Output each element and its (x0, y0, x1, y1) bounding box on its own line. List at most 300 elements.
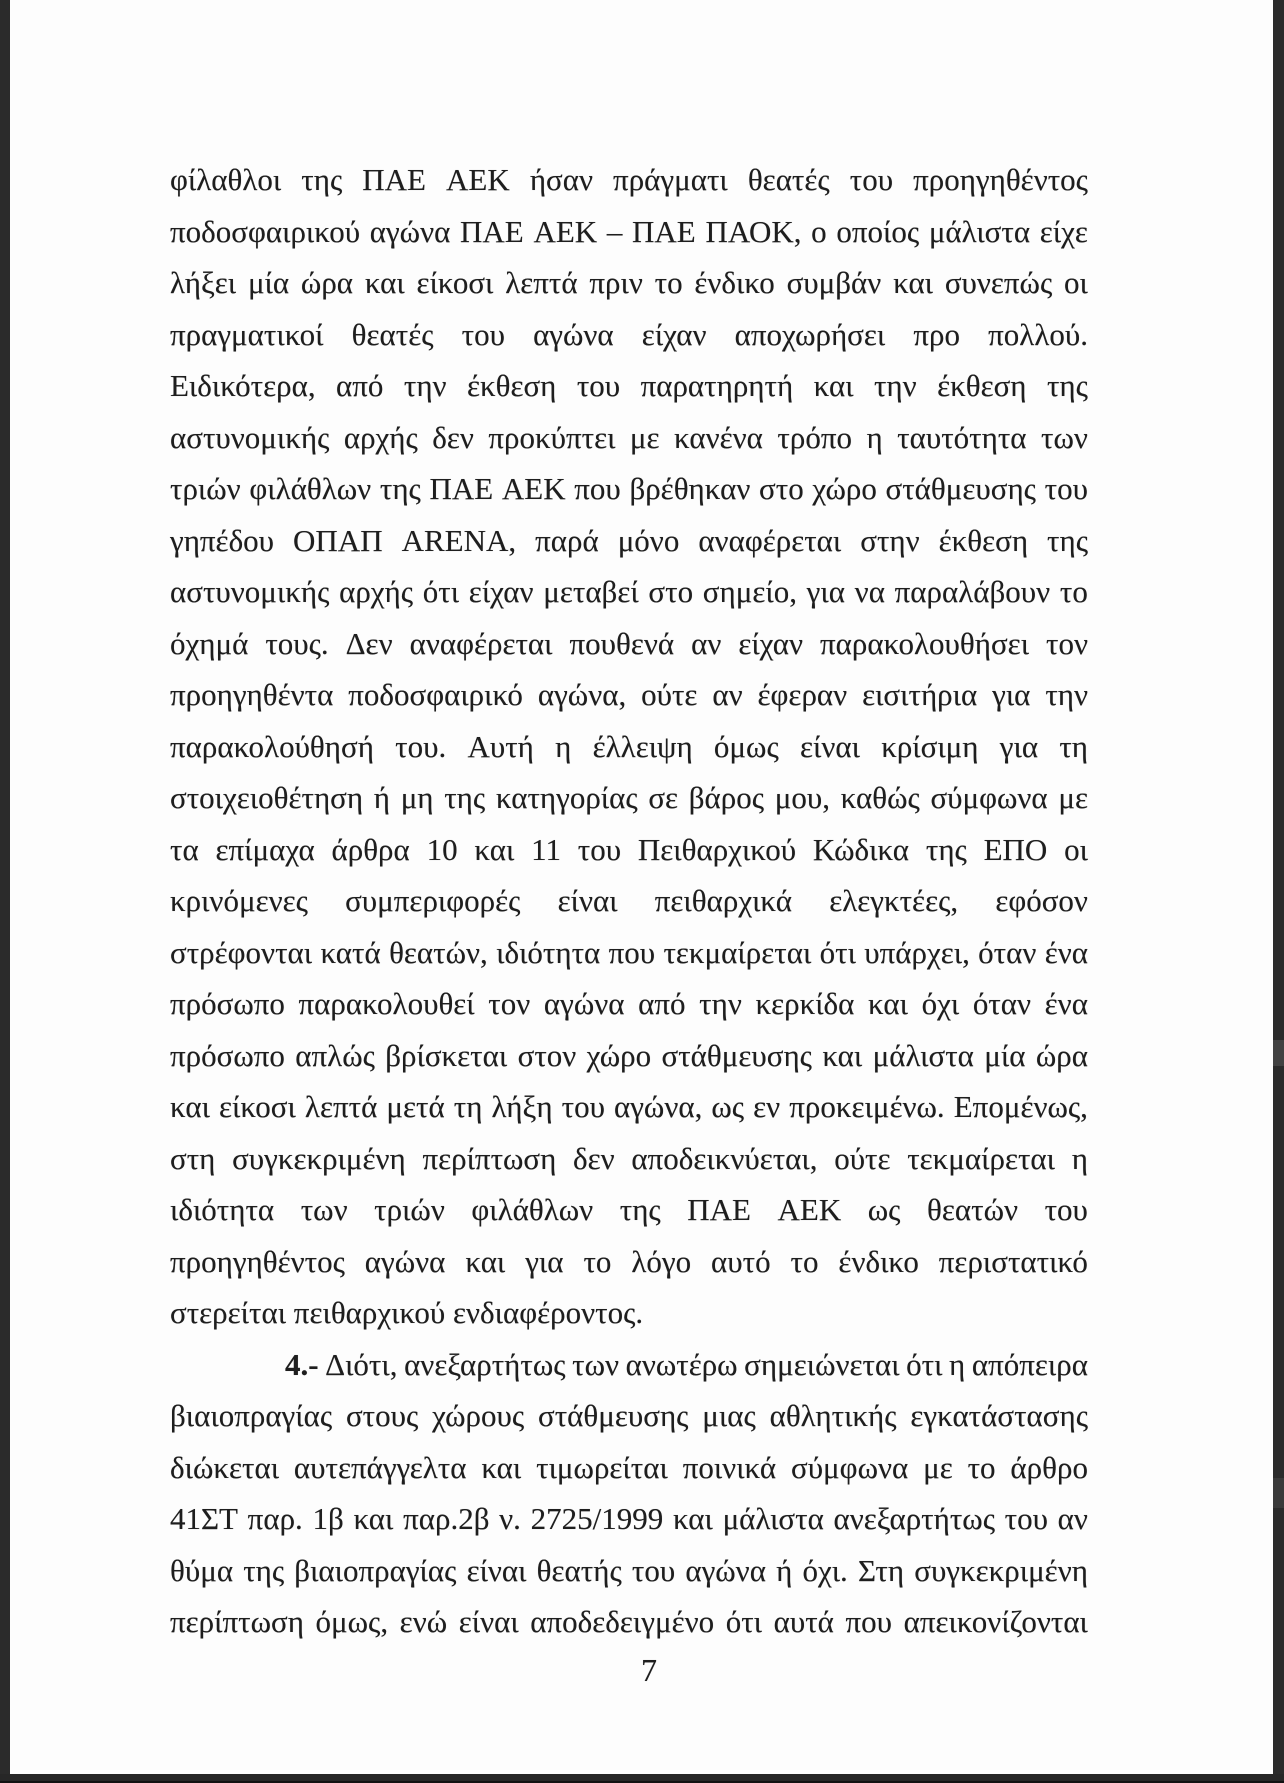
word: περίπτωση (170, 1604, 304, 1639)
word: φιλάθλων (249, 471, 372, 506)
word: ένα (1044, 934, 1088, 970)
text-line (170, 309, 1088, 361)
word: τη (1059, 728, 1088, 764)
word: αναφέρεται (409, 625, 553, 661)
word: χώρους (432, 1398, 525, 1433)
word: αποδεικνύεται, (631, 1140, 818, 1176)
word: του (1044, 471, 1088, 506)
word: μάλιστα (872, 1037, 974, 1073)
word: αρχής (339, 574, 414, 609)
word: κρίσιμη (881, 728, 979, 764)
word: στην (860, 522, 920, 558)
word: αγώνα (685, 1552, 766, 1588)
scan-edge-notch (1273, 1040, 1284, 1066)
word: προηγηθέντος (913, 162, 1088, 197)
word: στρέφονται (170, 934, 313, 970)
word: δεν (432, 419, 474, 455)
text-line (170, 360, 1088, 412)
word: αποδεδειγμένο (530, 1604, 715, 1639)
text-line (170, 772, 1088, 824)
word: περιστατικό (938, 1243, 1088, 1279)
word: ΠΑΕ (687, 1192, 751, 1227)
word: να (854, 574, 885, 609)
word: για (999, 728, 1039, 764)
word: αγώνα (369, 213, 451, 249)
word: φίλαθλοι (170, 162, 282, 197)
word: αν (691, 625, 722, 661)
word: ΕΠΟ (983, 831, 1048, 867)
word: και (170, 1089, 210, 1124)
word: θεατών (927, 1192, 1019, 1227)
word: – (606, 213, 623, 249)
word: και (481, 1449, 522, 1485)
word: προκύπτει (488, 419, 616, 455)
legal-text-lines (170, 154, 1088, 1648)
word: από (336, 368, 384, 403)
word: εγκατάστασης (910, 1398, 1088, 1433)
text-line (170, 257, 1088, 309)
word: αγώνα, (613, 1089, 703, 1124)
word: οποίος (836, 213, 920, 249)
text-line (170, 1236, 1088, 1288)
text-line (170, 1133, 1088, 1185)
word: χώρο (812, 471, 877, 506)
word: της (243, 1552, 285, 1588)
word: όμως, (315, 1604, 389, 1639)
word: Κώδικα (812, 831, 910, 867)
word: 1β (312, 1501, 344, 1536)
word: όμως (713, 728, 779, 764)
word: σε (648, 780, 679, 815)
word: πράγματι (613, 162, 728, 197)
word: παρ. (247, 1501, 303, 1536)
text-line (170, 1030, 1088, 1082)
word: είναι (466, 1552, 527, 1588)
word: η (555, 728, 572, 764)
word: κανένα (674, 419, 763, 455)
word: συνεπώς (944, 265, 1053, 300)
word: την (873, 368, 917, 403)
word: Αυτή (467, 728, 534, 764)
word: αστυνομικής (170, 419, 330, 455)
word: ότι (906, 1346, 943, 1382)
word: με (629, 419, 660, 455)
word: ότι (725, 1604, 763, 1639)
word: αστυνομικής (170, 574, 330, 609)
word: μάλιστα (722, 1501, 824, 1536)
word: μεταβεί (543, 574, 639, 609)
word: έκθεση (466, 368, 557, 403)
word: αγώνα (543, 986, 625, 1021)
word: ΠΑΟΚ, (705, 213, 802, 249)
text-line (170, 1339, 1088, 1391)
word: απόπειρα (971, 1346, 1088, 1382)
word: η (866, 419, 883, 455)
word: οι (1064, 831, 1088, 867)
word: ανεξαρτήτως (404, 1346, 566, 1382)
word: Διότι, (325, 1346, 398, 1382)
word: άρθρα (331, 831, 410, 867)
word: στερείται πειθαρχικού ενδιαφέροντος. (170, 1295, 644, 1330)
word: του (561, 1089, 605, 1124)
word: του (576, 368, 621, 403)
word: ΑΕΚ (777, 1192, 842, 1227)
word: και (353, 1501, 394, 1536)
word: των (1040, 419, 1088, 455)
word: βιαιοπραγίας (294, 1552, 457, 1588)
word: μιας (702, 1398, 756, 1433)
word: μου, (774, 780, 830, 815)
word: αγώνα (533, 316, 614, 352)
word: ενώ (399, 1604, 448, 1639)
word: και (474, 831, 515, 867)
word: στάθμευσης (537, 1398, 689, 1433)
word: ποδοσφαιρικού (170, 213, 361, 249)
word: μετά (386, 1089, 445, 1124)
word: περίπτωση (422, 1140, 557, 1176)
word: τριών (170, 471, 241, 506)
word: εφόσον (995, 883, 1088, 918)
word: καθώς (840, 780, 920, 815)
word: σύμφωνα (930, 780, 1048, 815)
text-line (170, 566, 1088, 618)
word: αθλητικής (769, 1398, 897, 1433)
word: όχι (921, 986, 960, 1021)
word: από (638, 986, 686, 1021)
word: και (813, 368, 854, 403)
word: το (583, 1243, 612, 1279)
word: παρατηρητή (640, 368, 794, 403)
word: όταν (978, 934, 1037, 970)
word: είκοσι (416, 265, 494, 300)
word: είχαν (468, 574, 534, 609)
word: με (1058, 780, 1088, 815)
text-line (170, 1081, 1088, 1133)
word: αναφέρεται (698, 522, 842, 558)
word: τη (453, 1089, 483, 1124)
word: ν. (499, 1501, 521, 1536)
word: ARENA, (401, 522, 517, 558)
word: και (822, 1037, 863, 1073)
word: έλλειψη (592, 728, 693, 764)
text-line (170, 927, 1088, 979)
word: για (992, 677, 1031, 712)
word: της (619, 1192, 661, 1227)
word: ανωτέρω (625, 1346, 738, 1382)
word: έφεραν (757, 677, 848, 712)
word: χώρο (586, 1037, 652, 1073)
word: για (806, 574, 845, 609)
word: του (631, 1552, 676, 1588)
word: ιδιότητα (496, 934, 601, 970)
word: σημείο, (702, 574, 797, 609)
word: η (1071, 1140, 1088, 1176)
text-line (170, 1184, 1088, 1236)
word: Στη (857, 1552, 905, 1588)
word: 11 (531, 831, 561, 867)
word: ΑΕΚ (501, 471, 566, 506)
word: τιμωρείται (536, 1449, 668, 1485)
text-line (170, 978, 1088, 1030)
text-line (170, 721, 1088, 773)
word: αν (712, 677, 743, 712)
word: των (300, 1192, 348, 1227)
word: της (1046, 368, 1088, 403)
legal-text-body (170, 154, 1088, 1648)
word: Πειθαρχικού (637, 831, 797, 867)
word: συγκεκριμένη (914, 1552, 1088, 1588)
word: ή (373, 780, 390, 815)
word: κερκίδα (755, 986, 855, 1021)
word: λήξει (170, 265, 237, 300)
word: στο (759, 471, 804, 506)
word: τα (170, 831, 199, 867)
text-line (170, 669, 1088, 721)
word: του (1004, 1501, 1048, 1536)
word: οι (1064, 265, 1088, 300)
word: προ (913, 316, 961, 352)
word: που (608, 934, 656, 970)
word: ΟΠΑΠ (293, 522, 383, 558)
word: τον (488, 986, 531, 1021)
text-line (170, 412, 1088, 464)
word: πουθενά (569, 625, 675, 661)
word: σημειώνεται (744, 1346, 900, 1382)
text-line (170, 515, 1088, 567)
text-line (170, 824, 1088, 876)
word: του (1044, 1192, 1088, 1227)
word: προκειμένω. (789, 1089, 945, 1124)
word: 4.- (285, 1346, 319, 1382)
word: βιαιοπραγίας (170, 1398, 333, 1433)
word: παρακολουθήσει (819, 625, 1030, 661)
word: υπάρχει, (864, 934, 970, 970)
word: όχημά (170, 625, 249, 661)
word: ένδικο (838, 1243, 919, 1279)
text-line (170, 463, 1088, 515)
word: ήσαν (529, 162, 593, 197)
word: ώρα (300, 265, 354, 300)
word: γηπέδου (170, 522, 275, 558)
word: και (672, 1501, 713, 1536)
word: τριών (374, 1192, 445, 1227)
word: διώκεται (170, 1449, 280, 1485)
word: θεατής (536, 1552, 622, 1588)
word: πολλού. (988, 316, 1088, 352)
word: παρακολουθεί (298, 986, 475, 1021)
text-line (170, 1442, 1088, 1494)
word: ΑΕΚ (533, 213, 598, 249)
word: την (1045, 677, 1088, 712)
word: ούτε (641, 677, 698, 712)
word: όταν (972, 986, 1032, 1021)
word: 2725/1999 (530, 1501, 664, 1536)
word: για (525, 1243, 564, 1279)
word: συμπεριφορές (345, 883, 521, 918)
word: Επομένως, (953, 1089, 1088, 1124)
word: τεκμαίρεται (907, 1140, 1056, 1176)
word: της (1047, 522, 1088, 558)
word: ένα (1044, 986, 1088, 1021)
word: προηγηθέντος (170, 1243, 345, 1279)
word: το (790, 1243, 819, 1279)
word: αυτό (711, 1243, 771, 1279)
word: 41ΣΤ (170, 1501, 238, 1536)
text-line (170, 1545, 1088, 1597)
word: στο (648, 574, 694, 609)
word: στάθμευσης (885, 471, 1036, 506)
word: είχαν (738, 625, 804, 661)
word: αγώνα (364, 1243, 446, 1279)
word: βάρος (688, 780, 765, 815)
word: απεικονίζονται (903, 1604, 1088, 1639)
word: λήξη (491, 1089, 553, 1124)
word: και (868, 986, 908, 1021)
word: αυτά (773, 1604, 834, 1639)
word: ΠΑΕ (632, 213, 696, 249)
word: βρέθηκαν (629, 471, 751, 506)
word: πρόσωπο (170, 986, 285, 1021)
word: έκθεση (937, 368, 1027, 403)
word: ποδοσφαιρικό (348, 677, 523, 712)
word: την (699, 986, 742, 1021)
word: 10 (426, 831, 458, 867)
word: του (461, 316, 505, 352)
word: Ειδικότερα, (170, 368, 316, 403)
word: ανεξαρτήτως (833, 1501, 995, 1536)
word: ιδιότητα (170, 1192, 275, 1227)
word: εισιτήρια (862, 677, 978, 712)
text-line (170, 1287, 1088, 1339)
word: και (893, 265, 934, 300)
word: μη (400, 780, 434, 815)
word: ώρα (1035, 1037, 1088, 1073)
word: τον (1046, 625, 1088, 661)
word: παρ.2β (403, 1501, 490, 1536)
page-number: 7 (641, 1652, 657, 1688)
word: είχαν (641, 316, 707, 352)
word: παρά (535, 522, 599, 558)
text-line (170, 206, 1088, 258)
word: απλώς (295, 1037, 375, 1073)
word: συγκεκριμένη (232, 1140, 406, 1176)
word: ο (811, 213, 827, 249)
word: δεν (573, 1140, 615, 1176)
word: πρόσωπο (170, 1037, 285, 1073)
word: αυτεπάγγελτα (293, 1449, 467, 1485)
word: τους. (265, 625, 329, 661)
word: τρόπο (777, 419, 852, 455)
word: την (403, 368, 447, 403)
word: όχι. (802, 1552, 848, 1588)
word: ένδικο (694, 265, 775, 300)
word: τεκμαίρεται (663, 934, 812, 970)
word: κατά (320, 934, 381, 970)
word: της (925, 831, 967, 867)
word: ως (867, 1192, 901, 1227)
word: ούτε (834, 1140, 891, 1176)
word: ΠΑΕ (429, 471, 494, 506)
word: μάλιστα (928, 213, 1031, 249)
word: αν (1057, 1501, 1088, 1536)
word: ελεγκτέες, (829, 883, 959, 918)
word: στον (517, 1037, 577, 1073)
word: στοιχειοθέτηση (170, 780, 364, 815)
word: είναι (557, 883, 618, 918)
word: αρχής (343, 419, 418, 455)
word: άρθρο (1010, 1449, 1088, 1485)
word: το (967, 1449, 996, 1485)
word: ότι (422, 574, 460, 609)
word: στάθμευσης (661, 1037, 812, 1073)
word: ή (776, 1552, 793, 1588)
word: θύμα (170, 1552, 234, 1588)
word: του (849, 162, 894, 197)
word: παραλάβουν (894, 574, 1051, 609)
word: θεατές (747, 162, 830, 197)
word: με (923, 1449, 953, 1485)
word: είκοσι (219, 1089, 296, 1124)
word: μία (247, 265, 290, 300)
word: το (654, 265, 683, 300)
word: μία (984, 1037, 1026, 1073)
word: λόγο (631, 1243, 692, 1279)
word: φιλάθλων (471, 1192, 594, 1227)
word: των (572, 1346, 619, 1382)
word: στη (170, 1140, 216, 1176)
word: του (577, 831, 622, 867)
scan-edge-left (0, 0, 10, 1783)
word: πραγματικοί (170, 316, 324, 352)
text-line (170, 1390, 1088, 1442)
word: του. (395, 728, 447, 764)
word: της (301, 162, 343, 197)
word: βρίσκεται (385, 1037, 508, 1073)
word: κρινόμενες (170, 883, 308, 918)
word: ΠΑΕ (460, 213, 524, 249)
word: ΠΑΕ (362, 162, 426, 197)
scan-edge-right (1273, 0, 1284, 1783)
word: που (574, 471, 621, 506)
word: λεπτά (304, 1089, 378, 1124)
word: της (379, 471, 421, 506)
word: κατηγορίας (495, 780, 638, 815)
word: ότι (819, 934, 856, 970)
text-line (170, 1493, 1088, 1545)
word: ταυτότητα (897, 419, 1027, 455)
word: πριν (589, 265, 643, 300)
scan-edge-bottom (0, 1774, 1284, 1783)
word: σύμφωνα (791, 1449, 909, 1485)
text-line (170, 1596, 1088, 1648)
word: θεατές (351, 316, 434, 352)
text-line (170, 875, 1088, 927)
word: και (364, 265, 405, 300)
word: Δεν (345, 625, 393, 661)
word: στους (345, 1398, 419, 1433)
word: το (1059, 574, 1088, 609)
word: είναι (799, 728, 860, 764)
word: ως (711, 1089, 745, 1124)
word: αποχωρήσει (734, 316, 886, 352)
word: η (949, 1346, 966, 1382)
word: επίμαχα (215, 831, 315, 867)
word: και (465, 1243, 506, 1279)
text-line (170, 154, 1088, 206)
word: θεατών, (389, 934, 488, 970)
word: έκθεση (938, 522, 1029, 558)
word: ποινικά (682, 1449, 777, 1485)
